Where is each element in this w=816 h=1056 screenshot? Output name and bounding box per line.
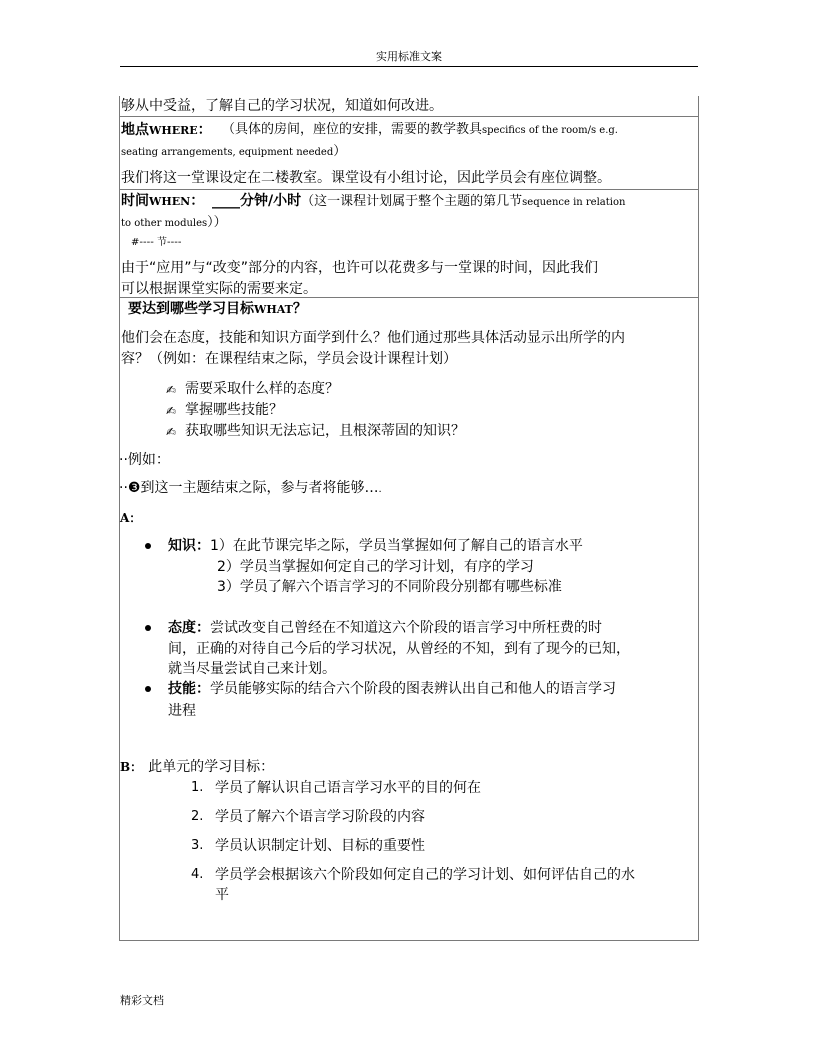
where-body: 我们将这一堂课设定在二楼教室。课堂设有小组讨论，因此学员会有座位调整。	[121, 170, 611, 186]
skill-line-1	[168, 680, 616, 698]
where-label-en: WHERE	[149, 124, 198, 137]
what-heading-en: WHAT	[254, 303, 293, 316]
row-divider-when	[120, 189, 698, 190]
header-title: 实用标准文案	[376, 50, 442, 63]
pen-icon: ✍	[166, 425, 177, 439]
when-body-line1: 由于“应用”与“改变”部分的内容，也许可以花费多与一堂课的时间，因此我们	[121, 260, 599, 276]
bullet-icon	[145, 625, 151, 631]
skill-text-1: 学员能够实际的结合六个阶段的图表辨认出自己和他人的语言学习	[210, 681, 616, 697]
where-colon: ：	[197, 122, 212, 138]
objective-text-2: 学员了解六个语言学习阶段的内容	[215, 809, 425, 825]
when-desc-en2: to other modules	[121, 218, 208, 229]
bullet-icon	[145, 686, 151, 692]
when-desc-close: ））	[207, 215, 227, 230]
when-label-en: WHEN	[149, 195, 191, 208]
what-intro-line1: 他们会在态度，技能和知识方面学到什么？他们通过那些具体活动显示出所学的内	[121, 330, 625, 346]
knowledge-text-1: 1）在此节课完毕之际，学员当掌握如何了解自己的语言水平	[210, 538, 583, 554]
objective-num-3: 3.	[191, 838, 204, 853]
knowledge-label: 知识：	[168, 538, 210, 554]
where-desc-cont	[121, 142, 346, 162]
row-divider-where	[120, 116, 698, 117]
section-a-label: A：	[120, 511, 142, 525]
where-heading	[121, 121, 212, 140]
what-heading-cn: 要达到哪些学习目标	[128, 301, 254, 317]
objective-text-4-cont: 平	[215, 887, 229, 903]
knowledge-item-3: 3）学员了解六个语言学习的不同阶段分别都有哪些标准	[217, 579, 562, 595]
continuation-text: 够从中受益，了解自己的学习状况，知道如何改进。	[121, 98, 443, 114]
what-heading-q: ？	[292, 301, 307, 317]
question-item-3: 获取哪些知识无法忘记，且根深蒂固的知识？	[185, 423, 465, 439]
when-desc-en1: sequence in relation	[522, 197, 626, 208]
section-b-title: 此单元的学习目标：	[148, 759, 275, 775]
skill-label: 技能：	[168, 681, 210, 697]
attitude-label: 态度：	[168, 620, 210, 636]
pen-icon: ✍	[166, 404, 177, 418]
what-heading	[128, 300, 307, 319]
attitude-line-1	[168, 619, 602, 637]
objective-num-4: 4.	[191, 867, 204, 882]
what-intro-line2: 容？（例如：在课程结束之际，学员会设计课程计划）	[121, 351, 457, 367]
attitude-line-2: 间，正确的对待自己今后的学习状况，从曾经的不知，到有了现今的已知，	[168, 641, 630, 657]
objective-text-4: 学员学会根据该六个阶段如何定自己的学习计划、如何评估自己的水	[215, 867, 635, 883]
section-b-heading	[120, 758, 274, 776]
where-desc-close: ）	[333, 144, 347, 159]
where-desc-en1: specifics of the room/s e.g.	[482, 125, 618, 136]
when-body-line2: 可以根据课堂实际的需要来定。	[121, 281, 317, 297]
when-desc-cont	[121, 213, 227, 233]
attitude-text-1: 尝试改变自己曾经在不知道这六个阶段的语言学习中所枉费的时	[210, 620, 602, 636]
where-desc	[222, 121, 618, 140]
when-section-mark: #---- 节----	[131, 237, 182, 248]
objective-num-2: 2.	[191, 809, 204, 824]
when-blank: ____	[212, 193, 240, 209]
when-colon: ：	[190, 193, 205, 209]
objective-text-3: 学员认识制定计划、目标的重要性	[215, 838, 425, 854]
knowledge-item-1	[168, 537, 583, 555]
section-b-label: B：	[120, 760, 143, 774]
example-dot: .	[378, 484, 382, 495]
objective-num-1: 1.	[191, 780, 204, 795]
example-label: ··例如：	[119, 452, 170, 468]
example-text-main: ··❸到这一主题结束之际，参与者将能够…	[119, 480, 379, 496]
when-desc-cn: （这一课程计划属于整个主题的第几节	[301, 194, 523, 209]
where-label: 地点	[121, 122, 149, 138]
when-label: 时间	[121, 193, 149, 209]
when-units-group	[212, 192, 625, 212]
when-heading	[121, 192, 204, 211]
page-footer: 精彩文档	[120, 994, 164, 1007]
question-item-2: 掌握哪些技能？	[185, 402, 283, 418]
question-item-1: 需要采取什么样的态度？	[185, 381, 339, 397]
attitude-line-3: 就当尽量尝试自己来计划。	[168, 661, 336, 677]
example-text	[119, 479, 382, 499]
header-rule	[120, 66, 698, 67]
when-units: 分钟/小时	[240, 193, 302, 209]
bullet-icon	[145, 543, 151, 549]
where-desc-cn: （具体的房间，座位的安排，需要的教学教具	[222, 122, 483, 137]
knowledge-item-2: 2）学员当掌握如何定自己的学习计划，有序的学习	[217, 559, 534, 575]
pen-icon: ✍	[166, 383, 177, 397]
skill-line-2: 进程	[168, 703, 196, 719]
where-desc-en2: seating arrangements, equipment needed	[121, 147, 334, 158]
objective-text-1: 学员了解认识自己语言学习水平的目的何在	[215, 780, 481, 796]
